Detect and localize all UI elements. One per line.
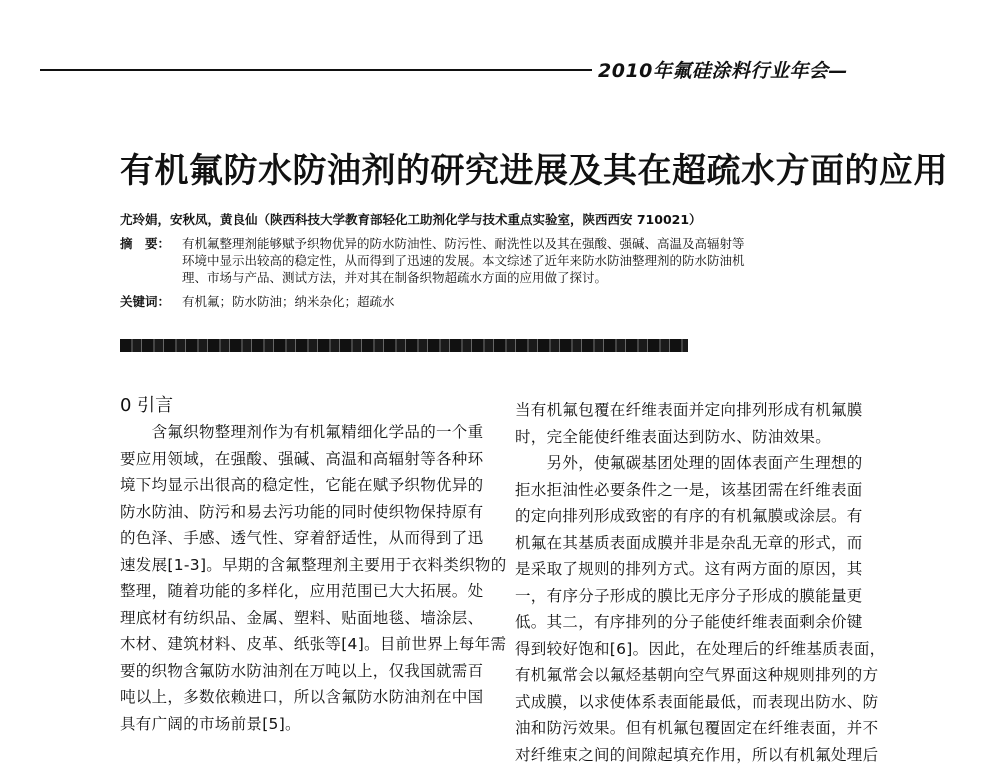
header-rule	[40, 69, 592, 71]
body-line: 木材、建筑材料、皮革、纸张等[4]。目前世界上每年需	[120, 631, 485, 658]
body-line: 有机氟常会以氟烃基朝向空气界面这种规则排列的方	[515, 662, 885, 689]
body-line: 是采取了规则的排列方式。这有两方面的原因，其	[515, 556, 885, 583]
keywords-block	[120, 292, 395, 310]
body-line: 含氟织物整理剂作为有机氟精细化学品的一个重	[120, 419, 485, 446]
abstract-block	[120, 235, 820, 286]
right-column-text	[515, 397, 885, 768]
body-line: 对纤维束之间的间隙起填充作用，所以有机氟处理后	[515, 742, 885, 768]
body-line: 的色泽、手感、透气性、穿着舒适性，从而得到了迅	[120, 525, 485, 552]
body-line: 另外，使氟碳基团处理的固体表面产生理想的	[515, 450, 885, 477]
body-line: 速发展[1-3]。早期的含氟整理剂主要用于衣料类织物的	[120, 552, 485, 579]
abstract-line: 理、市场与产品、测试方法，并对其在制备织物超疏水方面的应用做了探讨。	[182, 269, 820, 286]
left-column	[120, 393, 485, 737]
abstract-line: 有机氟整理剂能够赋予织物优异的防水防油性、防污性、耐洗性以及其在强酸、强碱、高温及高辐射等	[182, 235, 820, 252]
paper-title: 有机氟防水防油剂的研究进展及其在超疏水方面的应用	[120, 143, 948, 192]
body-line: 拒水拒油性必要条件之一是，该基团需在纤维表面	[515, 477, 885, 504]
body-line: 低。其二，有序排列的分子能使纤维表面剩余价键	[515, 609, 885, 636]
keywords-label: 关键词：	[120, 292, 182, 310]
body-line: 要的织物含氟防水防油剂在万吨以上，仅我国就需百	[120, 658, 485, 685]
body-line: 式成膜，以求使体系表面能最低，而表现出防水、防	[515, 689, 885, 716]
abstract-text	[182, 235, 820, 286]
body-line: 机氟在其基质表面成膜并非是杂乱无章的形式，而	[515, 530, 885, 557]
body-line: 要应用领域，在强酸、强碱、高温和高辐射等各种环	[120, 446, 485, 473]
body-line: 时，完全能使纤维表面达到防水、防油效果。	[515, 424, 885, 451]
keywords-text: 有机氟；防水防油；纳米杂化；超疏水	[182, 294, 395, 309]
right-column	[515, 397, 885, 768]
abstract-label: 摘 要：	[120, 235, 182, 252]
abstract-line: 环境中显示出较高的稳定性，从而得到了迅速的发展。本文综述了近年来防水防油整理剂的防水防油机	[182, 252, 820, 269]
body-line: 吨以上，多数依赖进口，所以含氟防水防油剂在中国	[120, 684, 485, 711]
body-line: 理底材有纺织品、金属、塑料、贴面地毯、墙涂层、	[120, 605, 485, 632]
body-line: 具有广阔的市场前景[5]。	[120, 711, 485, 738]
body-line: 得到较好饱和[6]。因此，在处理后的纤维基质表面，	[515, 636, 885, 663]
author-line: 尤玲娟，安秋凤，黄良仙（陕西科技大学教育部轻化工助剂化学与技术重点实验室，陕西西安 710021）	[120, 210, 702, 228]
body-line: 当有机氟包覆在纤维表面并定向排列形成有机氟膜	[515, 397, 885, 424]
body-line: 油和防污效果。但有机氟包覆固定在纤维表面，并不	[515, 715, 885, 742]
section-heading: 0 引言	[120, 393, 485, 419]
body-line: 的定向排列形成致密的有序的有机氟膜或涂层。有	[515, 503, 885, 530]
running-header: 2010年氟硅涂料行业年会—	[598, 56, 848, 83]
body-line: 境下均显示出很高的稳定性，它能在赋予织物优异的	[120, 472, 485, 499]
body-line: 整理，随着功能的多样化，应用范围已大大拓展。处	[120, 578, 485, 605]
left-column-text	[120, 419, 485, 737]
body-line: 防水防油、防污和易去污功能的同时使织物保持原有	[120, 499, 485, 526]
body-line: 一，有序分子形成的膜比无序分子形成的膜能量更	[515, 583, 885, 610]
decorative-divider-bar	[120, 339, 688, 352]
